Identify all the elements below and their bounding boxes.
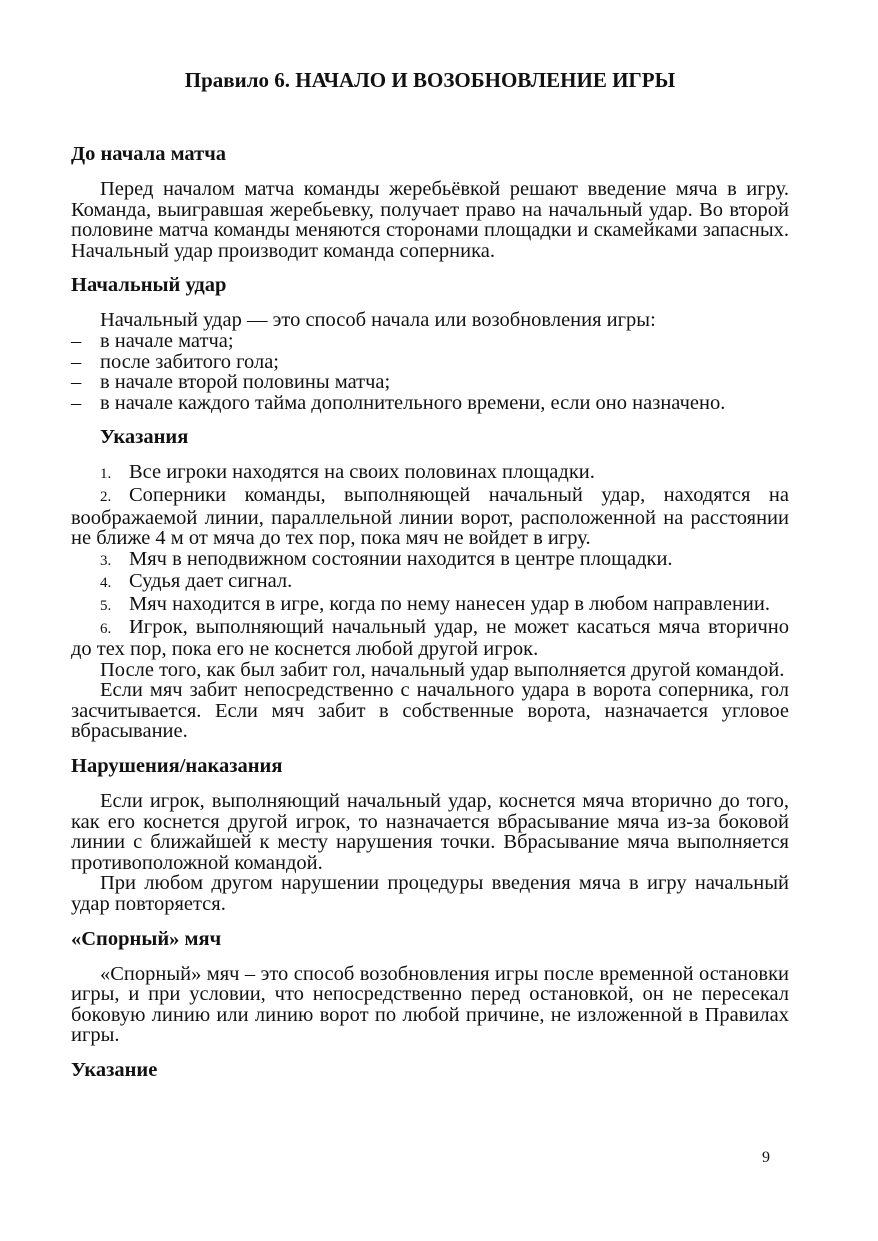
item-number: 6.: [100, 620, 112, 637]
section-instructions: [71, 462, 789, 742]
section-heading-instruction: Указание: [71, 1059, 158, 1081]
dash-marker: –: [71, 371, 82, 394]
list-item-text: в начале каждого тайма дополнительного времени, если оно назначено.: [100, 391, 726, 414]
paragraph: Если мяч забит непосредственно с начального удара в ворота соперника, гол засчитывается. Если мяч забит в собственные ворота, назначается угловое вбрасывание.: [71, 679, 789, 743]
list-item: [71, 352, 789, 373]
item-number: 2.: [100, 488, 112, 505]
dash-marker: –: [71, 350, 82, 373]
section-violations: [71, 791, 789, 915]
dash-marker: –: [71, 391, 82, 414]
section-before-match: [71, 179, 789, 261]
rule-title: Правило 6. НАЧАЛО И ВОЗОБНОВЛЕНИЕ ИГРЫ: [184, 68, 676, 92]
item-number: 1.: [100, 466, 112, 483]
item-number: 5.: [100, 597, 112, 614]
page-number: 9: [762, 1149, 770, 1166]
section-heading-instructions: Указания: [100, 426, 189, 449]
paragraph: После того, как был забит гол, начальный удар выполняется другой командой.: [100, 658, 785, 681]
section-kickoff: [71, 310, 789, 413]
item-text: Мяч в неподвижном состоянии находится в центре площадки.: [129, 547, 673, 570]
list-item: [71, 331, 789, 352]
paragraph: Перед началом матча команды жеребьёвкой решают введение мяча в игру. Команда, выигравшая жеребьевку, получает право на начальный удар. Во второй половине матча команды меняются сторонами площадки и скамейками запасных. Начальный удар производит команда соперника.: [71, 178, 789, 262]
numbered-item: [71, 549, 789, 572]
paragraph: При любом другом нарушении процедуры введения мяча в игру начальный удар повторяется.: [71, 872, 789, 916]
dash-marker: –: [71, 329, 82, 352]
item-text: Все игроки находятся на своих половинах площадки.: [129, 461, 595, 484]
list-item-text: в начале второй половины матча;: [100, 371, 391, 394]
list-item: [71, 372, 789, 393]
section-heading-kickoff: Начальный удар: [71, 274, 227, 297]
section-heading-before-match: До начала матча: [71, 143, 227, 165]
item-text: Соперники команды, выполняющей начальный удар, находятся на воображаемой линии, параллельной линии ворот, расположенной на расстоянии не ближе 4 м от мяча до тех пор, пока мяч не войдет в игру.: [71, 483, 789, 550]
section-heading-dropped-ball: «Спорный» мяч: [71, 927, 222, 950]
item-text: Игрок, выполняющий начальный удар, не может касаться мяча вторично до тех пор, пока его не коснется любой другой игрок.: [71, 615, 789, 661]
list-item-text: в начале матча;: [100, 329, 234, 352]
paragraph: «Спорный» мяч – это способ возобновления игры после временной остановки игры, и при условии, что непосредственно перед остановкой, он не пересекал боковую линию или линию ворот по любой причине, не изложенной в Правилах игры.: [71, 962, 789, 1047]
numbered-item: [71, 485, 789, 549]
numbered-item: [71, 571, 789, 594]
page-content: [71, 67, 789, 1095]
kickoff-intro: Начальный удар — это способ начала или возобновления игры:: [100, 309, 656, 332]
section-dropped-ball: [71, 964, 789, 1046]
numbered-item: [71, 594, 789, 617]
item-text: Судья дает сигнал.: [129, 570, 293, 593]
item-text: Мяч находится в игре, когда по нему нанесен удар в любом направлении.: [129, 592, 770, 615]
numbered-item: [71, 617, 789, 660]
list-item: [71, 393, 789, 414]
item-number: 3.: [100, 552, 112, 569]
item-number: 4.: [100, 575, 112, 592]
paragraph: Если игрок, выполняющий начальный удар, коснется мяча вторично до того, как его коснется другой игрок, то назначается вбрасывание мяча из-за боковой линии с ближайшей к месту нарушения точки. Вбрасывание мяча выполняется противоположной командой.: [71, 790, 789, 874]
numbered-item: [71, 462, 789, 485]
section-heading-violations: Нарушения/наказания: [71, 755, 283, 778]
list-item-text: после забитого гола;: [100, 350, 279, 373]
